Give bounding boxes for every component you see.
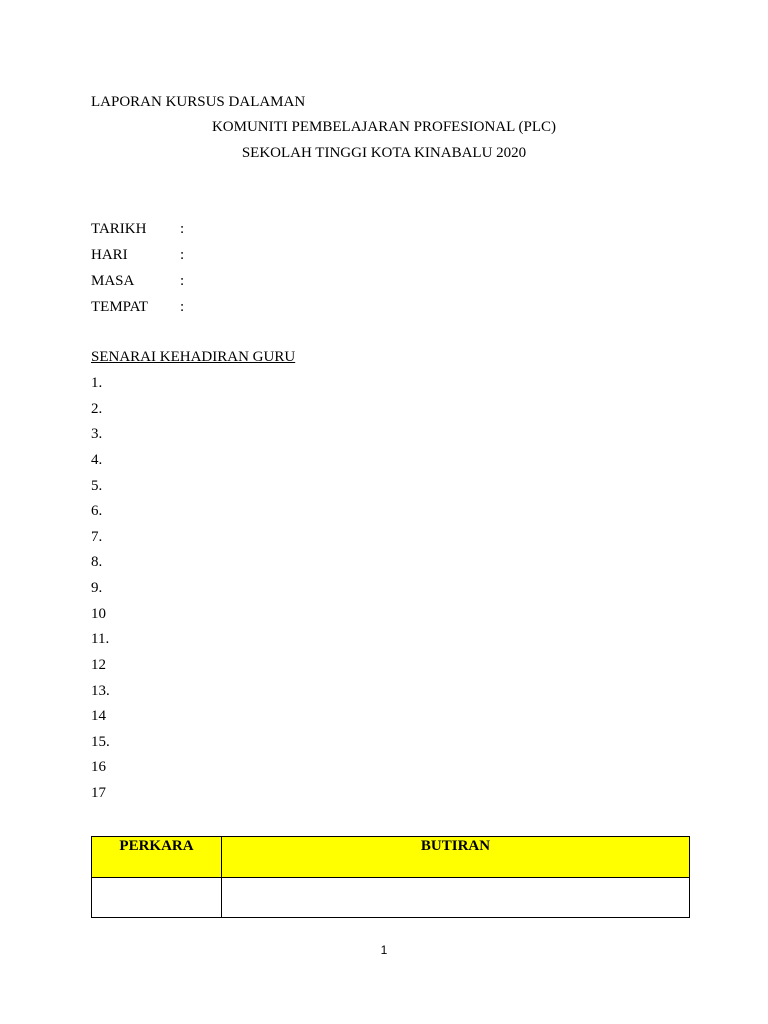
list-item: 8. <box>91 554 103 570</box>
list-item: 2. <box>91 401 103 417</box>
list-item: 9. <box>91 580 103 596</box>
header-perkara: PERKARA <box>92 837 222 878</box>
field-colon: : <box>180 299 185 315</box>
list-item: 10 <box>91 606 106 622</box>
field-label-masa: MASA <box>91 273 135 289</box>
school-name: SEKOLAH TINGGI KOTA KINABALU 2020 <box>241 145 527 161</box>
list-item: 5. <box>91 478 103 494</box>
field-label-hari: HARI <box>91 247 128 263</box>
list-item: 16 <box>91 759 106 775</box>
list-item: 3. <box>91 426 103 442</box>
list-item: 17 <box>91 785 106 801</box>
list-item: 15. <box>91 734 110 750</box>
table-cell-perkara[interactable] <box>92 878 222 918</box>
list-item: 14 <box>91 708 106 724</box>
report-title: LAPORAN KURSUS DALAMAN <box>91 94 306 110</box>
field-colon: : <box>180 247 185 263</box>
attendance-heading: SENARAI KEHADIRAN GURU <box>91 349 296 365</box>
list-item: 11. <box>91 631 110 647</box>
list-item: 6. <box>91 503 103 519</box>
details-table <box>91 836 690 918</box>
field-label-tarikh: TARIKH <box>91 221 147 237</box>
table-header-row <box>92 837 690 878</box>
table-cell-butiran[interactable] <box>222 878 690 918</box>
list-item: 1. <box>91 375 103 391</box>
report-subtitle: KOMUNITI PEMBELAJARAN PROFESIONAL (PLC) <box>211 119 557 135</box>
list-item: 4. <box>91 452 103 468</box>
list-item: 12 <box>91 657 106 673</box>
header-butiran: BUTIRAN <box>222 837 690 878</box>
page-number: 1 <box>380 943 388 957</box>
field-label-tempat: TEMPAT <box>91 299 148 315</box>
field-colon: : <box>180 273 185 289</box>
table-row <box>92 878 690 918</box>
field-colon: : <box>180 221 185 237</box>
list-item: 13. <box>91 683 110 699</box>
list-item: 7. <box>91 529 103 545</box>
